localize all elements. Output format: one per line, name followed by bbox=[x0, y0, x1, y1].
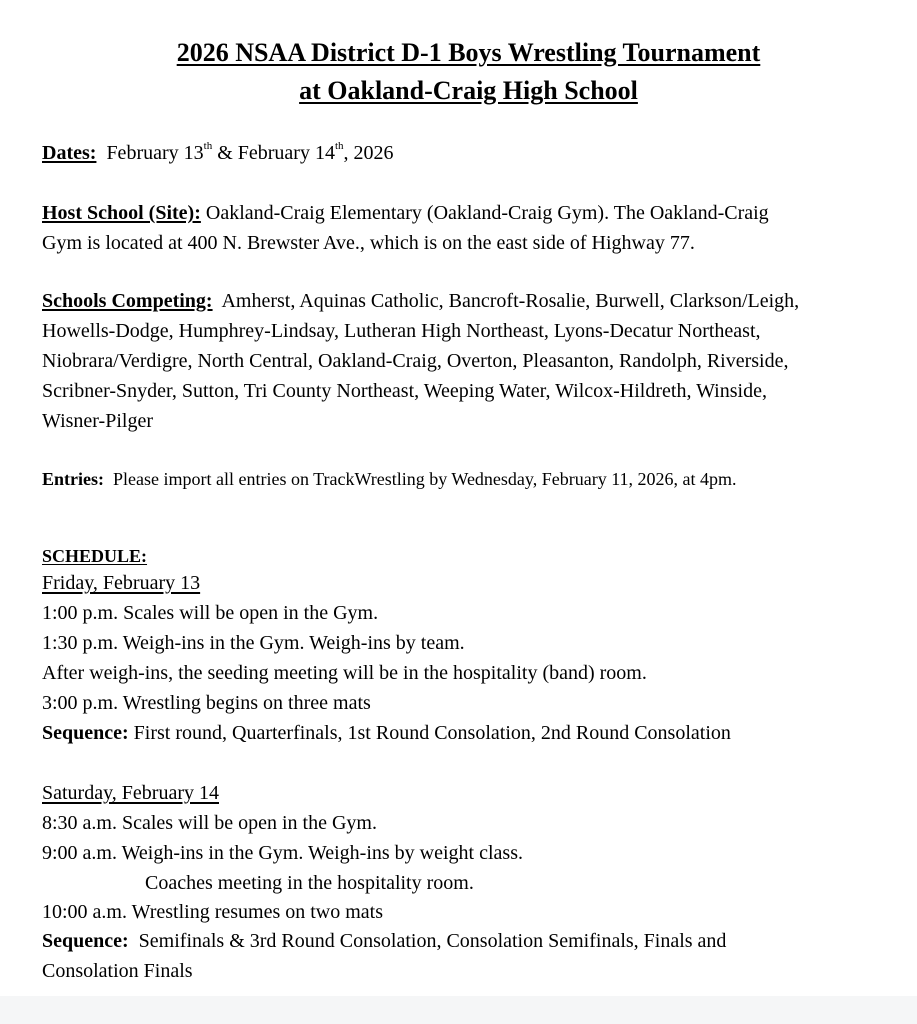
saturday-line-3: Coaches meeting in the hospitality room. bbox=[145, 872, 474, 894]
saturday-sequence-text-1: Semifinals & 3rd Round Consolation, Consolation Semifinals, Finals and bbox=[138, 930, 727, 952]
dates-part2: & February 14 bbox=[212, 142, 335, 164]
schedule-heading: SCHEDULE: bbox=[42, 546, 148, 566]
friday-heading: Friday, February 13 bbox=[42, 572, 201, 594]
saturday-sequence-label: Sequence: bbox=[42, 930, 129, 952]
friday-line-4: 3:00 p.m. Wrestling begins on three mats bbox=[42, 692, 371, 714]
entries-label: Entries: bbox=[42, 469, 104, 489]
schools-label: Schools Competing: bbox=[42, 290, 213, 312]
friday-sequence-text: First round, Quarterfinals, 1st Round Consolation, 2nd Round Consolation bbox=[133, 722, 731, 744]
host-text-1: Oakland-Craig Elementary (Oakland-Craig Gym). The Oakland-Craig bbox=[205, 202, 769, 224]
schools-line-5: Wisner-Pilger bbox=[42, 410, 153, 432]
host-line-1 bbox=[42, 198, 769, 228]
friday-sequence bbox=[42, 718, 731, 748]
dates-sup2: th bbox=[334, 140, 344, 153]
host-line-2: Gym is located at 400 N. Brewster Ave., which is on the east side of Highway 77. bbox=[42, 232, 695, 254]
dates-part3: , 2026 bbox=[343, 142, 394, 164]
host-label: Host School (Site): bbox=[42, 202, 201, 224]
schools-line-3: Niobrara/Verdigre, North Central, Oakland-Craig, Overton, Pleasanton, Randolph, Riverside, bbox=[42, 350, 789, 372]
saturday-line-1: 8:30 a.m. Scales will be open in the Gym. bbox=[42, 812, 377, 834]
dates-label: Dates: bbox=[42, 142, 97, 164]
dates-line bbox=[42, 138, 394, 168]
entries-line bbox=[42, 464, 737, 494]
dates-sup1: th bbox=[203, 140, 213, 153]
saturday-line-4: 10:00 a.m. Wrestling resumes on two mats bbox=[42, 901, 384, 923]
saturday-sequence bbox=[42, 926, 726, 956]
document-title-line-1: 2026 NSAA District D-1 Boys Wrestling Tournament bbox=[176, 38, 761, 67]
friday-line-3: After weigh-ins, the seeding meeting will be in the hospitality (band) room. bbox=[42, 662, 647, 684]
schools-line-2: Howells-Dodge, Humphrey-Lindsay, Lutheran High Northeast, Lyons-Decatur Northeast, bbox=[42, 320, 761, 342]
saturday-sequence-line-2: Consolation Finals bbox=[42, 960, 193, 982]
entries-text: Please import all entries on TrackWrestling by Wednesday, February 11, 2026, at 4pm. bbox=[113, 469, 737, 489]
viewer-bottom-band bbox=[0, 996, 917, 1024]
friday-sequence-label: Sequence: bbox=[42, 722, 129, 744]
saturday-heading: Saturday, February 14 bbox=[42, 782, 219, 804]
dates-part1: February 13 bbox=[106, 142, 204, 164]
friday-line-2: 1:30 p.m. Weigh-ins in the Gym. Weigh-ins by team. bbox=[42, 632, 465, 654]
document-title-line-2: at Oakland-Craig High School bbox=[299, 76, 638, 105]
schools-text-1: Amherst, Aquinas Catholic, Bancroft-Rosalie, Burwell, Clarkson/Leigh, bbox=[221, 290, 800, 312]
saturday-line-2: 9:00 a.m. Weigh-ins in the Gym. Weigh-ins by weight class. bbox=[42, 842, 523, 864]
schools-line-4: Scribner-Snyder, Sutton, Tri County Northeast, Weeping Water, Wilcox-Hildreth, Winside, bbox=[42, 380, 767, 402]
schools-line-1 bbox=[42, 286, 799, 316]
friday-line-1: 1:00 p.m. Scales will be open in the Gym. bbox=[42, 602, 379, 624]
